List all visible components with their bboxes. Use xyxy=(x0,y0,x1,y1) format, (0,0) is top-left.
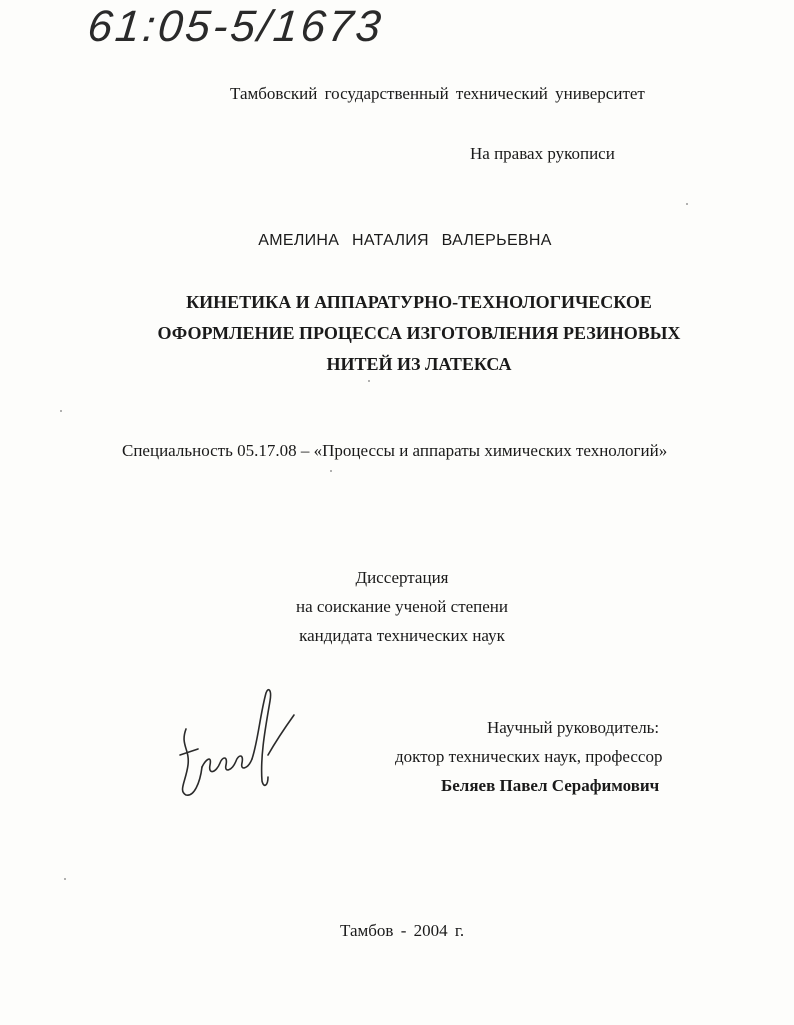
manuscript-note: На правах рукописи xyxy=(470,144,615,163)
scan-speck xyxy=(60,410,62,412)
scan-speck xyxy=(64,878,66,880)
dissertation-block xyxy=(0,563,794,650)
author-name: АМЕЛИНА НАТАЛИЯ ВАЛЕРЬЕВНА xyxy=(258,232,552,249)
author-signature xyxy=(172,685,302,805)
supervisor-role: Научный руководитель: xyxy=(487,718,660,737)
supervisor-name: Беляев Павел Серафимович xyxy=(441,776,660,795)
university-name: Тамбовский государственный технический университет xyxy=(230,84,645,103)
scan-speck xyxy=(368,380,370,382)
scan-speck xyxy=(330,470,332,472)
title-line: НИТЕЙ ИЗ ЛАТЕКСА xyxy=(326,354,512,374)
supervisor-block xyxy=(395,713,662,800)
title-line: КИНЕТИКА И АППАРАТУРНО-ТЕХНОЛОГИЧЕСКОЕ xyxy=(186,292,652,312)
dissertation-title xyxy=(0,287,794,380)
city-year: Тамбов - 2004 г. xyxy=(340,921,465,940)
degree-name: кандидата технических наук xyxy=(299,626,505,645)
degree-purpose: на соискание ученой степени xyxy=(295,597,509,616)
specialty-line: Специальность 05.17.08 – «Процессы и аппараты химических технологий» xyxy=(122,441,668,460)
dissertation-label: Диссертация xyxy=(355,568,449,587)
title-line: ОФОРМЛЕНИЕ ПРОЦЕССА ИЗГОТОВЛЕНИЯ РЕЗИНОВЫХ xyxy=(157,323,681,343)
archive-number: 61:05-5/1673 xyxy=(85,2,386,51)
supervisor-degree: доктор технических наук, профессор xyxy=(395,747,663,766)
scan-speck xyxy=(686,203,688,205)
